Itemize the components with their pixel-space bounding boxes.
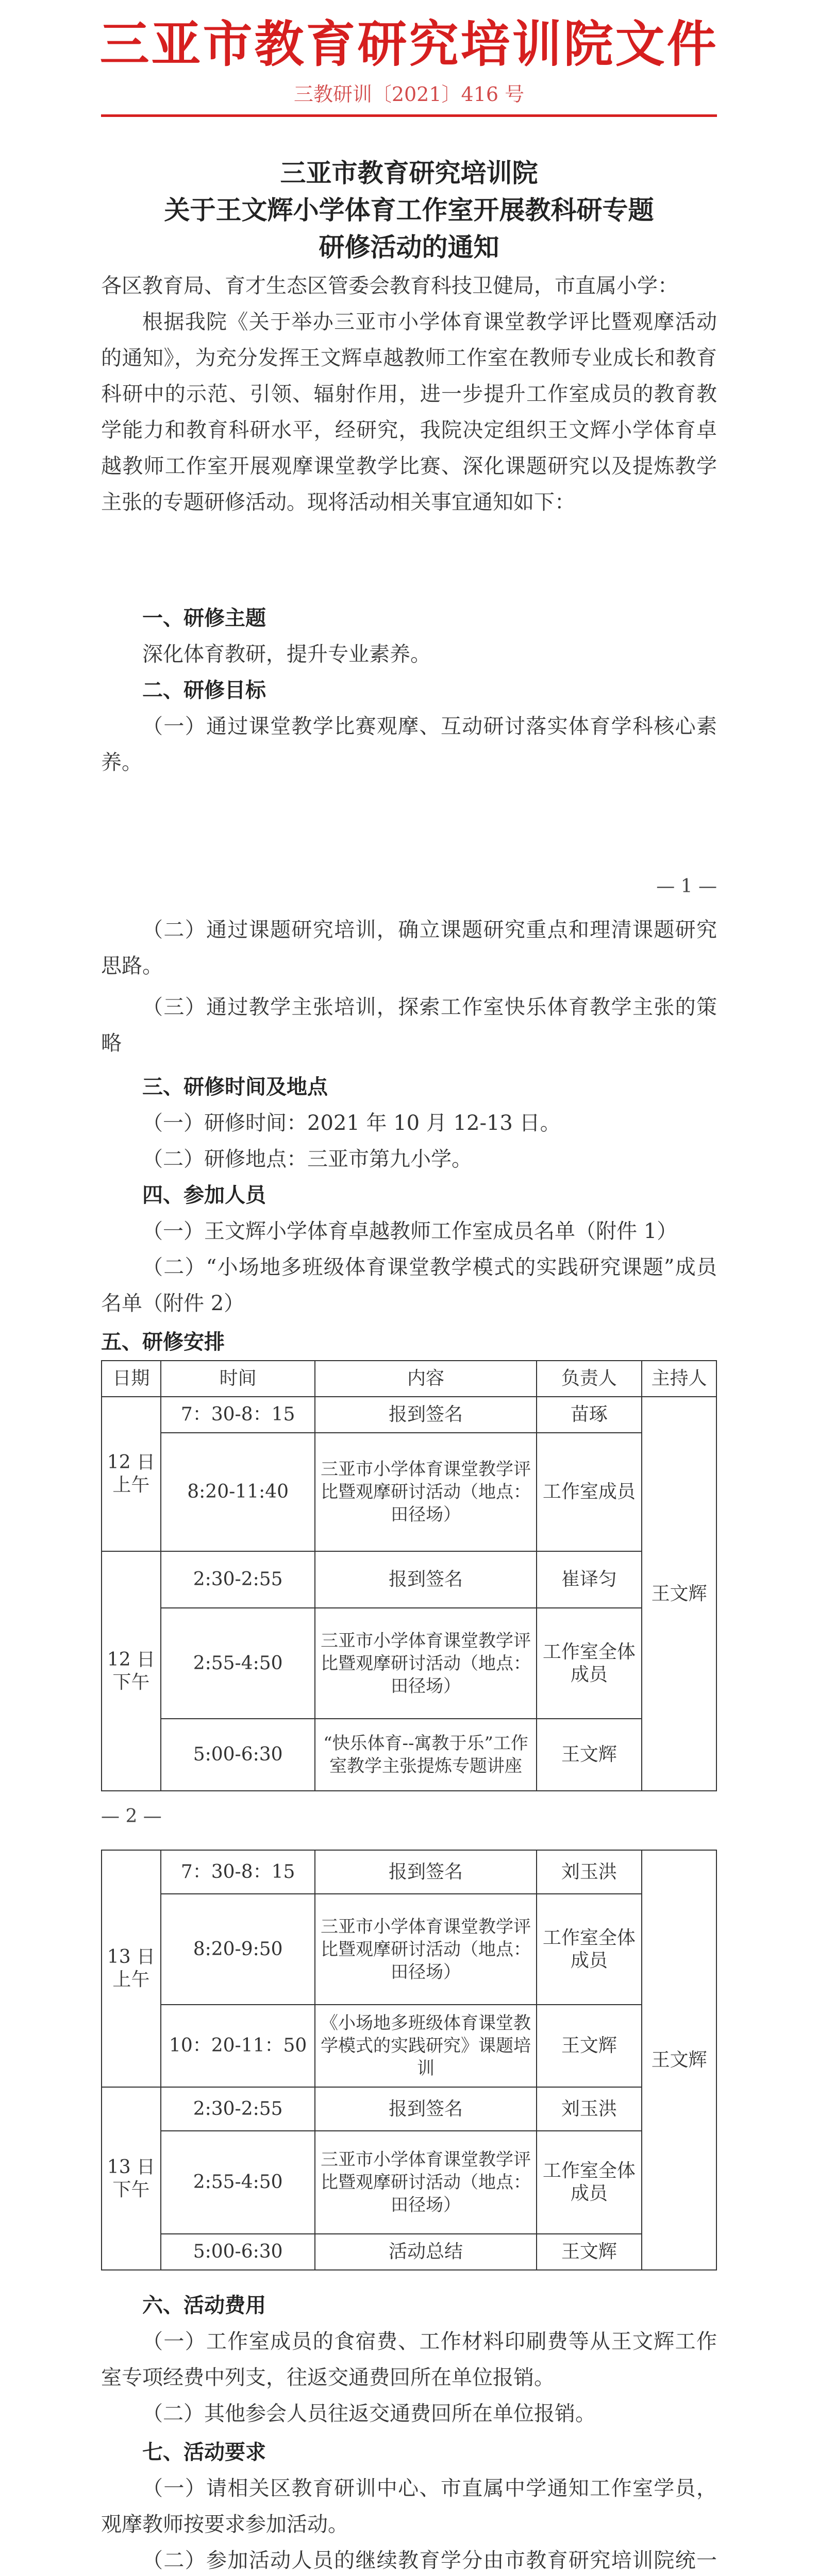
time-cell: 5:00-6:30 [161, 2234, 315, 2270]
header-person: 负责人 [537, 1361, 642, 1397]
time-cell: 8:20-11:40 [161, 1433, 315, 1551]
person-cell: 崔译匀 [537, 1551, 642, 1608]
section4-item1: （一）王文辉小学体育卓越教师工作室成员名单（附件 1） [142, 1219, 678, 1243]
time-cell: 7：30-8：15 [161, 1850, 315, 1894]
title-line3: 研修活动的通知 [319, 232, 499, 262]
header-time: 时间 [161, 1361, 315, 1397]
section2-item2: （二）通过课题研究培训，确立课题研究重点和理清课题研究思路。 [101, 918, 717, 978]
schedule-table-1 [101, 1360, 717, 1791]
title-line2: 关于王文辉小学体育工作室开展教科研专题 [164, 195, 654, 225]
doc-title [0, 155, 818, 266]
content-cell: 报到签名 [315, 1397, 536, 1433]
section5-heading: 五、研修安排 [101, 1330, 225, 1354]
section3-item1: （一）研修时间：2021 年 10 月 12-13 日。 [142, 1111, 561, 1135]
section2-item3: （三）通过教学主张培训，探索工作室快乐体育教学主张的策略 [101, 995, 717, 1055]
header-content: 内容 [315, 1361, 536, 1397]
person-cell: 刘玉洪 [537, 1850, 642, 1894]
time-cell: 2:30-2:55 [161, 2087, 315, 2131]
section3-item2: （二）研修地点：三亚市第九小学。 [142, 1147, 472, 1171]
time-cell: 7：30-8：15 [161, 1397, 315, 1433]
person-cell: 工作室全体成员 [537, 1608, 642, 1719]
section4-heading: 四、参加人员 [142, 1183, 266, 1207]
content-cell: 三亚市小学体育课堂教学评比暨观摩研讨活动（地点：田径场） [315, 1894, 536, 2005]
date-cell: 12 日下午 [102, 1551, 161, 1791]
time-cell: 8:20-9:50 [161, 1894, 315, 2005]
red-divider [101, 114, 717, 117]
content-cell: 活动总结 [315, 2234, 536, 2270]
content-cell: “快乐体育--寓教于乐”工作室教学主张提炼专题讲座 [315, 1719, 536, 1791]
content-cell: 报到签名 [315, 2087, 536, 2131]
section7-item2: （二）参加活动人员的继续教育学分由市教育研究培训院统一 [142, 2549, 717, 2572]
salutation: 各区教育局、育才生态区管委会教育科技卫健局，市直属小学： [101, 274, 678, 298]
schedule-table-2 [101, 1850, 717, 2270]
content-cell: 三亚市小学体育课堂教学评比暨观摩研讨活动（地点：田径场） [315, 1608, 536, 1719]
time-cell: 2:30-2:55 [161, 1551, 315, 1608]
date-cell: 13 日上午 [102, 1850, 161, 2087]
person-cell: 王文辉 [537, 1719, 642, 1791]
intro-paragraph: 根据我院《关于举办三亚市小学体育课堂教学评比暨观摩活动的通知》，为充分发挥王文辉卓越教师工作室在教师专业成长和教育科研中的示范、引领、辐射作用，进一步提升工作室成员的教育教学能力和教育科研水平，经研究，我院决定组织王文辉小学体育卓越教师工作室开展观摩课堂教学比赛、深化课题研究以及提炼教学主张的专题研修活动。现将活动相关事宜通知如下： [101, 310, 717, 514]
section6-item2: （二）其他参会人员往返交通费回所在单位报销。 [142, 2402, 596, 2426]
person-cell: 王文辉 [537, 2005, 642, 2087]
page-number-1: — 1 — [656, 876, 717, 897]
section1-heading: 一、研修主题 [142, 606, 266, 630]
content-cell: 三亚市小学体育课堂教学评比暨观摩研讨活动（地点：田径场） [315, 2131, 536, 2234]
date-cell: 12 日上午 [102, 1397, 161, 1551]
person-cell: 刘玉洪 [537, 2087, 642, 2131]
time-cell: 10：20-11：50 [161, 2005, 315, 2087]
content-cell: 三亚市小学体育课堂教学评比暨观摩研讨活动（地点：田径场） [315, 1433, 536, 1551]
content-cell: 报到签名 [315, 1850, 536, 1894]
host-cell: 王文辉 [642, 1850, 716, 2270]
section1-text: 深化体育教研，提升专业素养。 [142, 642, 431, 666]
person-cell: 苗琢 [537, 1397, 642, 1433]
person-cell: 工作室全体成员 [537, 1894, 642, 2005]
date-cell: 13 日下午 [102, 2087, 161, 2270]
title-line1: 三亚市教育研究培训院 [280, 158, 538, 188]
doc-number: 三教研训〔2021〕416 号 [293, 83, 525, 106]
header-host: 主持人 [642, 1361, 716, 1397]
section2-heading: 二、研修目标 [142, 678, 266, 702]
time-cell: 2:55-4:50 [161, 1608, 315, 1719]
time-cell: 5:00-6:30 [161, 1719, 315, 1791]
org-title: 三亚市教育研究培训院文件 [99, 15, 719, 73]
section6-item1: （一）工作室成员的食宿费、工作材料印刷费等从王文辉工作室专项经费中列支，往返交通费回所在单位报销。 [101, 2330, 717, 2389]
content-cell: 报到签名 [315, 1551, 536, 1608]
section3-heading: 三、研修时间及地点 [142, 1075, 328, 1099]
section2-item1: （一）通过课堂教学比赛观摩、互动研讨落实体育学科核心素养。 [101, 715, 717, 774]
time-cell: 2:55-4:50 [161, 2131, 315, 2234]
person-cell: 王文辉 [537, 2234, 642, 2270]
section4-item2: （二）“小场地多班级体育课堂教学模式的实践研究课题”成员名单（附件 2） [101, 1256, 717, 1315]
section6-heading: 六、活动费用 [142, 2293, 266, 2317]
page-number-2: — 2 — [101, 1806, 162, 1827]
person-cell: 工作室全体成员 [537, 2131, 642, 2234]
section7-item1: （一）请相关区教育研训中心、市直属中学通知工作室学员，观摩教师按要求参加活动。 [101, 2477, 717, 2536]
section7-heading: 七、活动要求 [142, 2440, 266, 2464]
content-cell: 《小场地多班级体育课堂教学模式的实践研究》课题培训 [315, 2005, 536, 2087]
person-cell: 工作室成员 [537, 1433, 642, 1551]
header-date: 日期 [102, 1361, 161, 1397]
host-cell: 王文辉 [642, 1397, 716, 1791]
